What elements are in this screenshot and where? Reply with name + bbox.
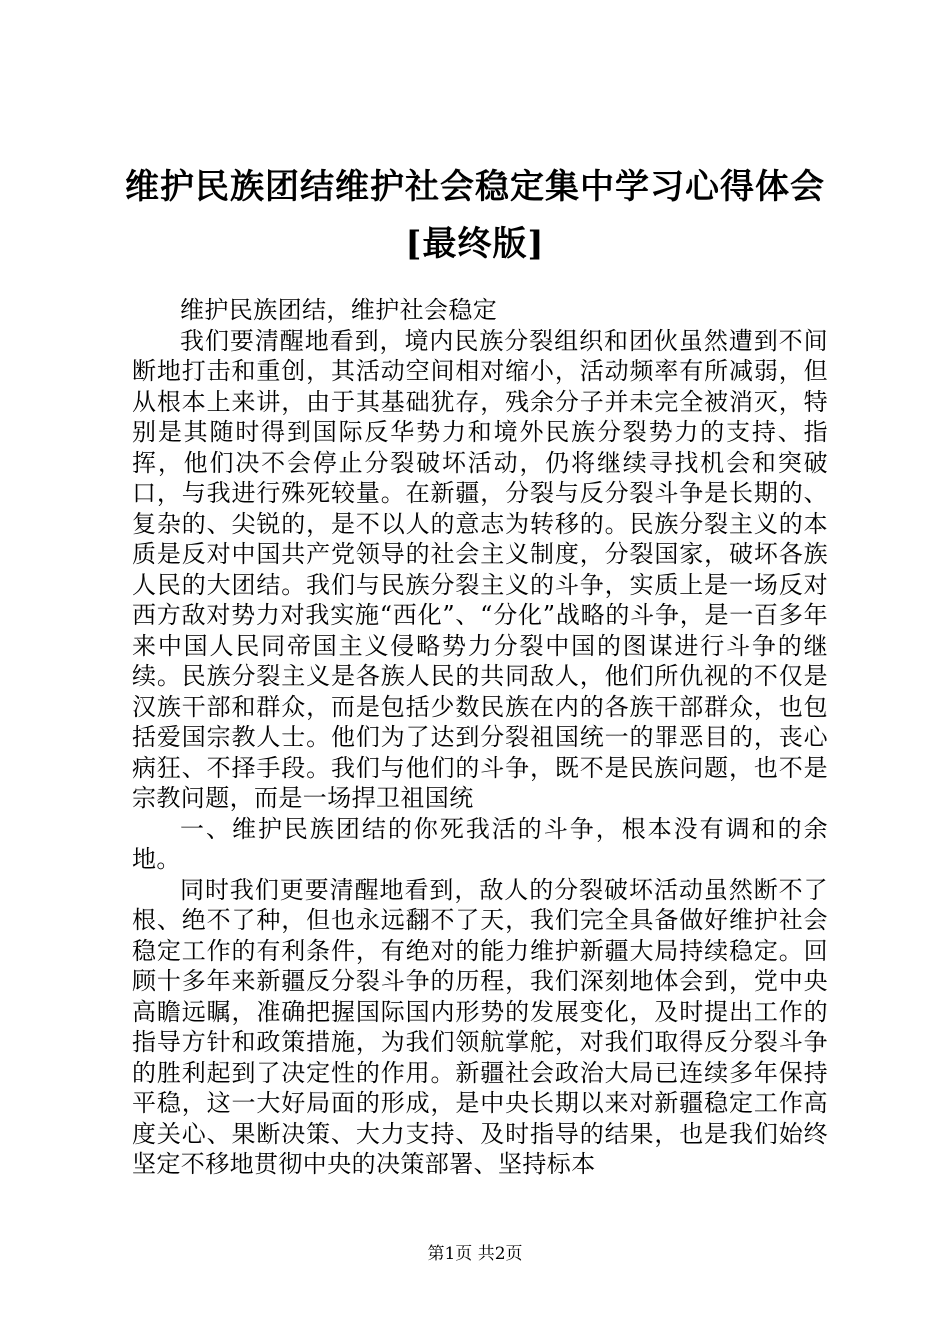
paragraph: 我们要清醒地看到，境内民族分裂组织和团伙虽然遭到不间断地打击和重创，其活动空间相对缩小，活动频率有所减弱，但从根本上来讲，由于其基础犹存，残余分子并未完全被消灭，特别是其随时得到国际反华势力和境外民族分裂势力的支持、指挥，他们决不会停止分裂破坏活动，仍将继续寻找机会和突破口，与我进行殊死较量。在新疆，分裂与反分裂斗争是长期的、复杂的、尖锐的，是不以人的意志为转移的。民族分裂主义的本质是反对中国共产党领导的社会主义制度，分裂国家，破坏各族人民的大团结。我们与民族分裂主义的斗争，实质上是一场反对西方敌对势力对我实施“西化”、“分化”战略的斗争，是一百多年来中国人民同帝国主义侵略势力分裂中国的图谋进行斗争的继续。民族分裂主义是各族人民的共同敌人，他们所仇视的不仅是汉族干部和群众，而是包括少数民族在内的各族干部群众，也包括爱国宗教人士。他们为了达到分裂祖国统一的罪恶目的，丧心病狂、不择手段。我们与他们的斗争，既不是民族问题，也不是宗教问题，而是一场捍卫祖国统 (132, 326, 828, 812)
document-title-version: [最终版] (405, 224, 545, 264)
page-number-footer: 第1页 共2页 (427, 1244, 523, 1264)
document-body (132, 295, 828, 1180)
paragraph: 同时我们更要清醒地看到，敌人的分裂破坏活动虽然断不了根、绝不了种，但也永远翻不了天，我们完全具备做好维护社会稳定工作的有利条件，有绝对的能力维护新疆大局持续稳定。回顾十多年来新疆反分裂斗争的历程，我们深刻地体会到，党中央高瞻远瞩，准确把握国际国内形势的发展变化，及时提出工作的指导方针和政策措施，为我们领航掌舵，对我们取得反分裂斗争的胜利起到了决定性的作用。新疆社会政治大局已连续多年保持平稳，这一大好局面的形成，是中央长期以来对新疆稳定工作高度关心、果断决策、大力支持、及时指导的结果，也是我们始终坚定不移地贯彻中央的决策部署、坚持标本 (132, 875, 828, 1178)
section-heading: 一、维护民族团结的你死我活的斗争，根本没有调和的余地。 (132, 814, 828, 873)
document-title: 维护民族团结维护社会稳定集中学习心得体会 (125, 167, 825, 207)
paragraph-subtitle: 维护民族团结，维护社会稳定 (180, 296, 498, 324)
